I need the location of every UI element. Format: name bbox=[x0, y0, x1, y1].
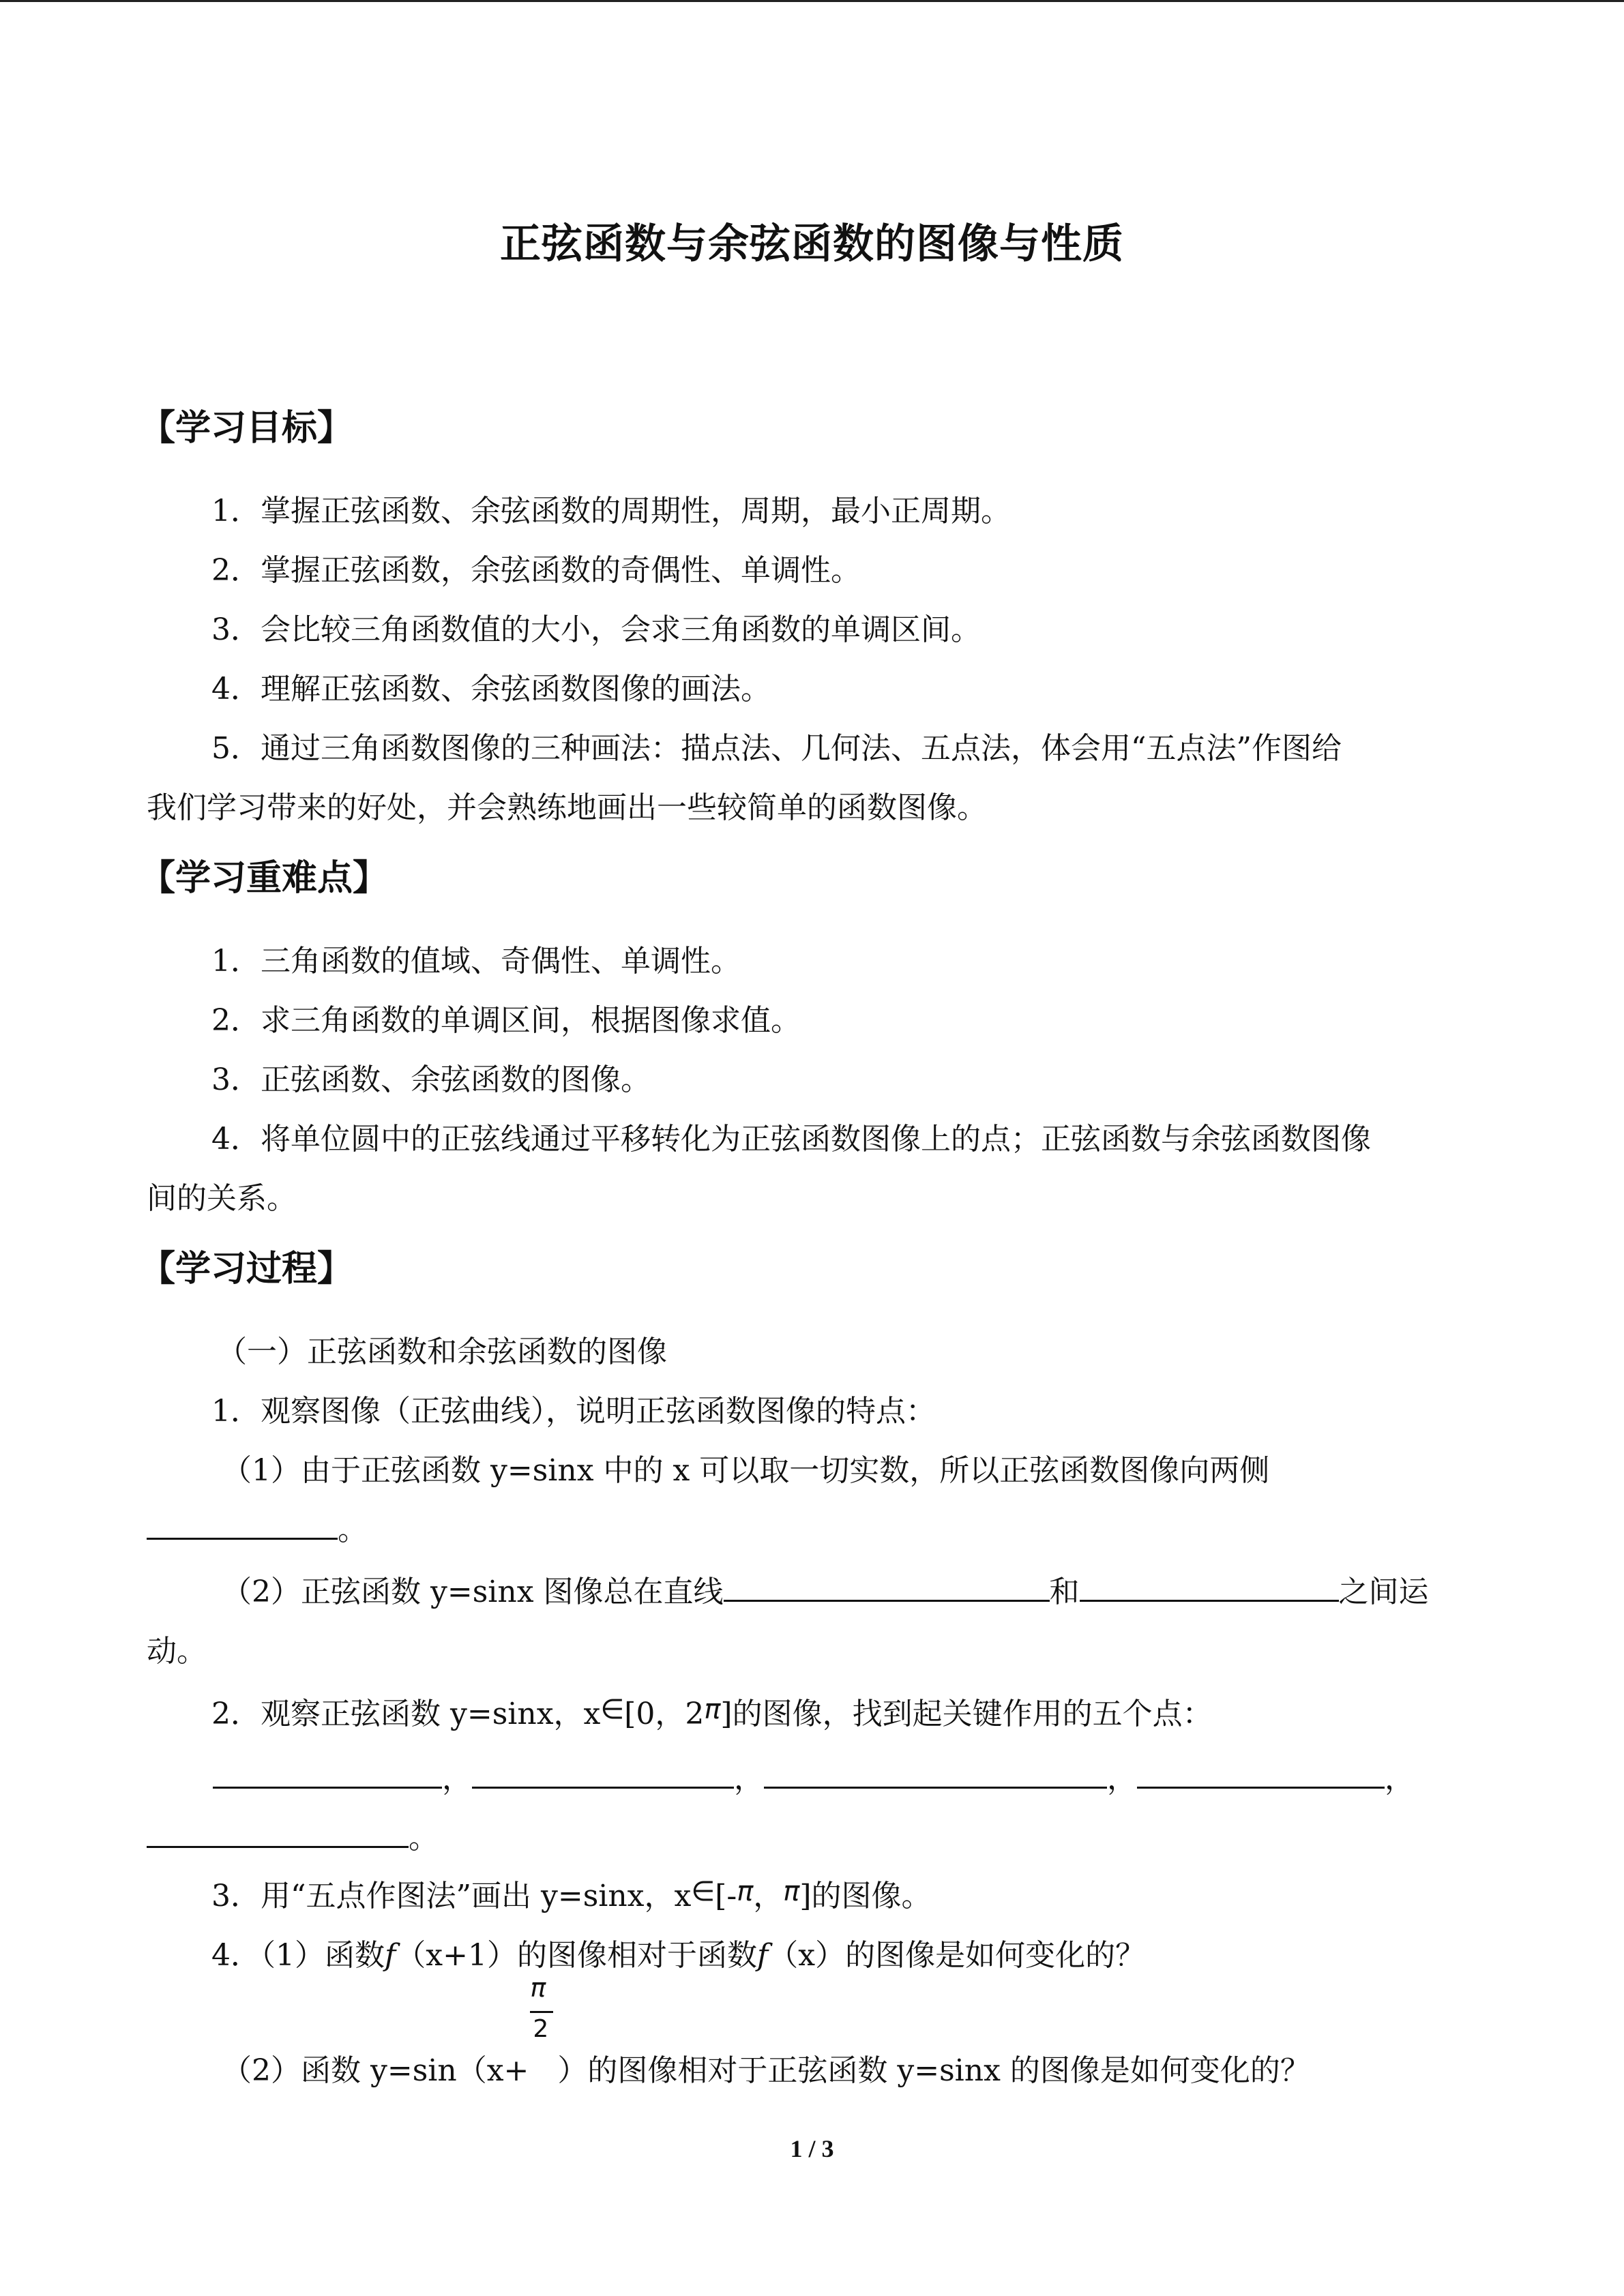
question-2: 2．观察正弦函数 y=sinx，x∈[0，2π]的图像，找到起关键作用的五个点： bbox=[211, 1694, 1213, 1731]
top-border bbox=[0, 0, 1624, 2]
question-1: 1．观察图像（正弦曲线），说明正弦函数图像的特点： bbox=[211, 1394, 936, 1429]
answer-blank[interactable] bbox=[147, 1510, 338, 1540]
goal-item-5-cont: 我们学习带来的好处，并会熟练地画出一些较简单的函数图像。 bbox=[147, 790, 987, 825]
pi-symbol: π bbox=[783, 1876, 800, 1907]
question-4-2: （2）函数 y=sin（x+ $\frac{\pi}{2}$ ）的图像相对于正弦函数 y=sinx 的图像是如何变化的？ bbox=[222, 1973, 1310, 2088]
page-number: 1 / 3 bbox=[790, 2135, 834, 2162]
goal-item-5: 5．通过三角函数图像的三种画法：描点法、几何法、五点法，体会用“五点法”作图给 bbox=[211, 731, 1342, 766]
element-of-symbol: ∈ bbox=[600, 1694, 625, 1725]
fraction-bar bbox=[530, 2011, 553, 2013]
keypoint-item-1: 1．三角函数的值域、奇偶性、单调性。 bbox=[211, 944, 741, 979]
keypoint-item-4: 4．将单位圆中的正弦线通过平移转化为正弦函数图像上的点；正弦函数与余弦函数图像 bbox=[211, 1122, 1371, 1157]
keypoint-item-3: 3．正弦函数、余弦函数的图像。 bbox=[211, 1062, 651, 1097]
keypoints-heading: 【学习重难点】 bbox=[140, 858, 389, 899]
goals-heading: 【学习目标】 bbox=[140, 408, 353, 449]
goal-item-4: 4．理解正弦函数、余弦函数图像的画法。 bbox=[211, 672, 771, 706]
goal-item-2: 2．掌握正弦函数，余弦函数的奇偶性、单调性。 bbox=[211, 553, 861, 588]
element-of-symbol: ∈ bbox=[691, 1876, 715, 1907]
question-1-1: （1）由于正弦函数 y=sinx 中的 x 可以取一切实数，所以正弦函数图像向两侧 bbox=[222, 1453, 1270, 1488]
goal-item-3: 3．会比较三角函数值的大小，会求三角函数的单调区间。 bbox=[211, 612, 981, 647]
question-3: 3．用“五点作图法”画出 y=sinx，x∈[-π，π]的图像。 bbox=[211, 1876, 932, 1913]
answer-blank[interactable] bbox=[147, 1819, 409, 1848]
answer-blank[interactable] bbox=[1080, 1572, 1339, 1602]
answer-blank[interactable] bbox=[472, 1759, 734, 1789]
pi-over-2-fraction: $\frac{\pi}{2}$ bbox=[529, 2053, 557, 2081]
answer-blank[interactable] bbox=[1137, 1759, 1385, 1789]
section-1-title: （一）正弦函数和余弦函数的图像 bbox=[217, 1335, 667, 1369]
keypoint-item-2: 2．求三角函数的单调区间，根据图像求值。 bbox=[211, 1003, 801, 1038]
question-4-1: 4．（1）函数f（x+1）的图像相对于函数f（x）的图像是如何变化的？ bbox=[211, 1938, 1146, 1973]
pi-symbol: π bbox=[530, 1973, 546, 2003]
pi-symbol: π bbox=[704, 1694, 721, 1725]
key-points-blank-last: 。 bbox=[147, 1813, 439, 1857]
keypoint-item-4-cont: 间的关系。 bbox=[147, 1181, 297, 1216]
question-1-2: （2）正弦函数 y=sinx 图像总在直线 和 之间运 bbox=[222, 1567, 1429, 1611]
pi-symbol: π bbox=[737, 1876, 754, 1907]
page-title: 正弦函数与余弦函数的图像与性质 bbox=[500, 220, 1124, 268]
question-1-2-cont: 动。 bbox=[147, 1634, 207, 1669]
question-1-1-answer: 。 bbox=[147, 1505, 368, 1549]
answer-blank[interactable] bbox=[724, 1572, 1050, 1602]
goal-item-1: 1．掌握正弦函数、余弦函数的周期性，周期，最小正周期。 bbox=[211, 494, 1011, 528]
answer-blank[interactable] bbox=[213, 1759, 442, 1789]
key-points-blanks: ， ， ， ， bbox=[213, 1754, 1415, 1798]
process-heading: 【学习过程】 bbox=[140, 1249, 353, 1289]
answer-blank[interactable] bbox=[764, 1759, 1107, 1789]
